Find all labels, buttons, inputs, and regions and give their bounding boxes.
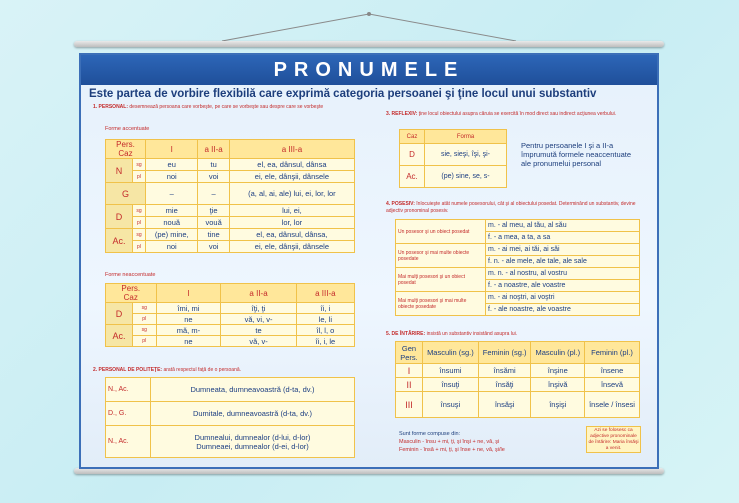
table-row: II însuţi însăţi înşivă însevă xyxy=(396,378,640,392)
personal-heading-text: desemnează persoana care vorbeşte, pe care se vorbeşte sau despre care se vorbeşte xyxy=(129,104,324,110)
table-row: Un posesor şi mai multe obiecte posedate m. - ai mei, ai tăi, ai săi xyxy=(396,244,640,256)
table-row: pl nouă vouă lor, lor xyxy=(106,217,355,229)
politete-heading: 2. PERSONAL DE POLITEŢE: arată respectul faţă de o persoană. xyxy=(93,367,242,373)
table-row: Ac. sg mă, m- te îl, l, o xyxy=(106,325,355,336)
table-row: pl noi voi ei, ele, dânşii, dânsele xyxy=(106,171,355,183)
table-row: D., G. Dumitale, dumneavoastră (d-ta, dv.) xyxy=(106,402,355,426)
poster-title: PRONUMELE xyxy=(81,55,657,85)
personal-heading xyxy=(93,104,393,111)
table-row: pl noi voi ei, ele, dânşii, dânsele xyxy=(106,241,355,253)
table-row: N sg eu tu el, ea, dânsul, dânsa xyxy=(106,159,355,171)
intarire-heading: 5. DE ÎNTĂRIRE: insistă un substantiv insistând asupra lui. xyxy=(386,331,518,337)
poster xyxy=(79,53,659,469)
poster-subtitle: Este partea de vorbire flexibilă care exprimă categoria persoanei şi ţine locul unui substantiv xyxy=(89,88,597,100)
personal-heading-num: 1. PERSONAL: xyxy=(93,104,129,110)
table-row: pl ne vă, v- îi, i, le xyxy=(106,336,355,347)
table-row: N., Ac. Dumnealui, dumnealor (d-lui, d-lor) Dumneaei, dumnealor (d-ei, d-lor) xyxy=(106,426,355,458)
header-pers-1: I xyxy=(146,140,198,159)
table-row: Mai mulţi posesori şi mai multe obiecte posedate m. - ai noştri, ai voştri xyxy=(396,292,640,304)
table-row: N., Ac. Dumneata, dumneavoastră (d-ta, dv.) xyxy=(106,378,355,402)
table-row: D sg mie ţie lui, ei, xyxy=(106,205,355,217)
table-row: Ac. sg (pe) mine, tine el, ea, dânsul, dânsa, xyxy=(106,229,355,241)
hanger-wire xyxy=(0,0,739,60)
top-rod xyxy=(74,41,664,47)
compound-forms: Sunt forme compuse din: Masculin - însu + mi, ţi, şi înşi + ne, vă, şi Feminin - însă + mi, ţi, şi înse + ne, vă, şi/le xyxy=(399,431,505,453)
table-row: D sie, sieşi, îşi, şi- xyxy=(400,144,507,166)
table-row: pl ne vă, vi, v- le, li xyxy=(106,314,355,325)
table-row: D sg îmi, mi îţi, ţi îi, i xyxy=(106,303,355,314)
table-corner: Gen Pers. xyxy=(396,342,423,364)
table-row: I însumi însămi înşine însene xyxy=(396,364,640,378)
reflexiv-table: Caz Forma D sie, sieşi, îşi, şi- Ac. (pe) sine, se, s- xyxy=(399,129,507,188)
table-row: G – – (a, al, ai, ale) lui, ei, lor, lor xyxy=(106,183,355,205)
table-row: Ac. (pe) sine, se, s- xyxy=(400,166,507,188)
table-corner: Pers. Caz xyxy=(106,140,146,159)
unaccented-label: Forme neaccentuate xyxy=(105,272,156,278)
table-row: Un posesor şi un obiect posedat m. - al meu, al tău, al său xyxy=(396,220,640,232)
personal-accented-table xyxy=(105,139,355,253)
posesiv-table: Un posesor şi un obiect posedat m. - al meu, al tău, al său f. - a mea, a ta, a sa Un posesor şi mai multe obiecte posedate m. - ai mei, ai tăi, ai săi f. n. - ale mele, ale tale, ale sale Mai mulţi posesori şi un obiect posedat m. n. - al nostru, al vostru f. - a noastre, ale voastre Mai mulţi posesori şi mai multe obiecte posedate m. - ai noştri, ai voştri f. - ale noastre, ale voastre xyxy=(395,219,640,316)
table-row: Mai mulţi posesori şi un obiect posedat m. n. - al nostru, al vostru xyxy=(396,268,640,280)
accented-label: Forme accentuate xyxy=(105,126,150,132)
header-pers-2: a II-a xyxy=(198,140,229,159)
intarire-note-box: Azi se folosesc ca adjective pronominale de întărire: Maria însăşi a venit. xyxy=(586,426,641,453)
posesiv-heading: 4. POSESIV: înlocuieşte atât numele posesorului, cât şi al obiectului posedat. Determinând un substantiv, devine adjectiv pronominal posesiv. xyxy=(386,201,636,214)
reflexiv-heading: 3. REFLEXIV: ţine locul obiectului asupra căruia se exercită în mod direct sau indirect acţiunea verbului. xyxy=(386,111,617,117)
personal-unaccented-table: Pers. Caz I a II-a a III-a D sg îmi, mi îţi, ţi îi, i pl ne vă, vi, v- le, li Ac. sg mă, m- te îl, l, o pl ne vă, v- îi, i, le xyxy=(105,283,355,347)
table-corner: Pers. Caz xyxy=(106,284,157,303)
intarire-table: Gen Pers. Masculin (sg.) Feminin (sg.) Masculin (pl.) Feminin (pl.) I însumi însămi înşine însene II însuţi însăţi înşivă însevă III însuşi însăşi înşişi însele / însesi xyxy=(395,341,640,418)
politete-table xyxy=(105,377,355,458)
header-pers-3: a III-a xyxy=(229,140,354,159)
table-row: III însuşi însăşi înşişi însele / însesi xyxy=(396,392,640,418)
reflexiv-note: Pentru persoanele I şi a II-a împrumută formele neaccentuate ale pronumelui personal xyxy=(521,141,632,168)
